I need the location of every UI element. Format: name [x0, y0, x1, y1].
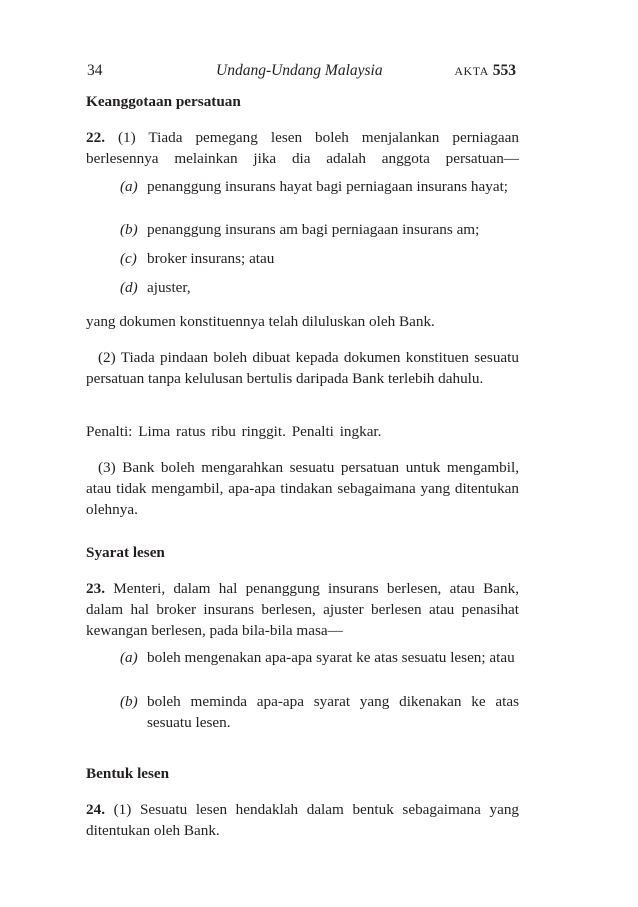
list-item [120, 220, 519, 241]
subsection-2: (2) Tiada pindaan boleh dibuat kepada dokumen konstituen sesuatu persatuan tanpa kelulusan bertulis daripada Bank terlebih dahulu. [86, 349, 519, 387]
item-text: ajuster, [147, 279, 191, 296]
item-text: penanggung insurans am bagi perniagaan insurans am; [147, 221, 480, 238]
running-title: Undang-Undang Malaysia [216, 62, 383, 79]
page-number: 34 [87, 62, 103, 79]
item-text: penanggung insurans hayat bagi perniagaan insurans hayat; [147, 178, 509, 195]
item-label: (d) [120, 279, 138, 296]
section-number: 23. [86, 580, 105, 597]
item-label: (b) [120, 693, 138, 710]
item-text: broker insurans; atau [147, 250, 275, 267]
section-24-intro [86, 800, 519, 842]
act-label: AKTA [454, 64, 489, 78]
act-number: 553 [492, 62, 516, 79]
subsection-3: (3) Bank boleh mengarahkan sesuatu persatuan untuk mengambil, atau tidak mengambil, apa-apa tindakan sebagaimana yang ditentukan olehnya. [86, 459, 519, 518]
item-text: boleh mengenakan apa-apa syarat ke atas sesuatu lesen; atau [147, 649, 515, 666]
section-23-intro [86, 579, 519, 641]
heading-bentuk-lesen: Bentuk lesen [86, 765, 170, 782]
item-label: (a) [120, 649, 138, 666]
list-item [120, 249, 519, 270]
heading-keanggotaan-persatuan: Keanggotaan persatuan [86, 93, 241, 110]
list-item [120, 278, 519, 299]
penalty-line: Penalti: Lima ratus ribu ringgit. Penalti ingkar. [86, 423, 382, 440]
section-text: (1) Sesuatu lesen hendaklah dalam bentuk sebagaimana yang ditentukan oleh Bank. [86, 801, 520, 839]
act-reference [454, 62, 516, 80]
item-label: (b) [120, 221, 138, 238]
heading-syarat-lesen: Syarat lesen [86, 544, 165, 561]
section-text: Menteri, dalam hal penanggung insurans berlesen, atau Bank, dalam hal broker insurans berlesen, ajuster berlesen atau penasihat kewangan berlesen, pada bila-bila masa— [86, 580, 520, 639]
item-label: (a) [120, 178, 138, 195]
section-22-intro [86, 128, 519, 170]
list-item [120, 692, 519, 734]
list-item [120, 648, 519, 669]
document-page [83, 62, 520, 839]
closing-clause: yang dokumen konstituennya telah diluluskan oleh Bank. [86, 313, 435, 330]
section-number: 22. [86, 129, 105, 146]
running-header [83, 62, 520, 84]
list-item [120, 177, 519, 198]
item-label: (c) [120, 250, 137, 267]
section-text: (1) Tiada pemegang lesen boleh menjalankan perniagaan berlesennya melainkan jika dia adalah anggota persatuan— [86, 129, 519, 167]
item-text: boleh meminda apa-apa syarat yang dikenakan ke atas sesuatu lesen. [147, 693, 519, 731]
section-number: 24. [86, 801, 105, 818]
